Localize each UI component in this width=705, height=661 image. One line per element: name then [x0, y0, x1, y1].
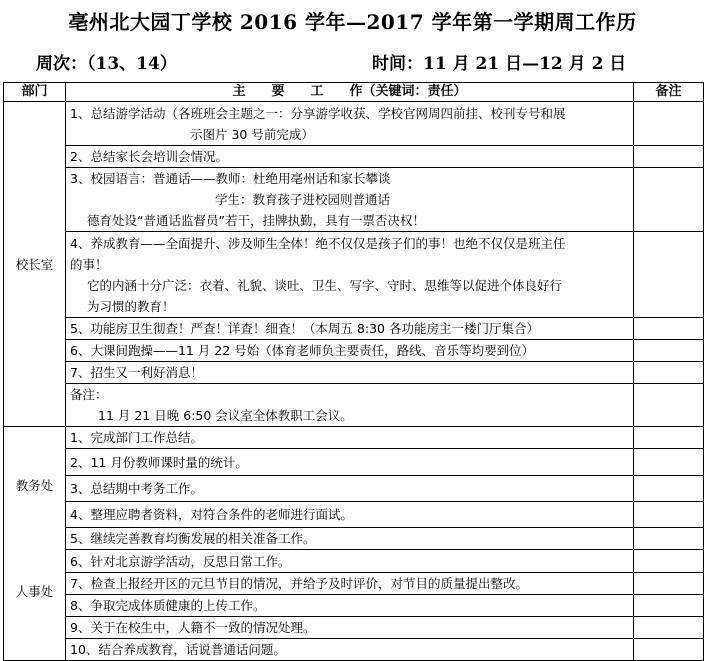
work-item — [66, 102, 634, 146]
remark-cell — [634, 502, 704, 528]
work-item: 2、总结家长会培训会情况。 — [66, 146, 634, 168]
date-range: 时间：11 月 21 日—12 月 2 日 — [372, 54, 627, 74]
table-row — [4, 362, 704, 384]
week-number: 周次：（13、14） — [36, 54, 177, 74]
work-item: 5、继续完善教育均衡发展的相关准备工作。 — [66, 528, 634, 550]
table-row — [4, 168, 704, 232]
line: 备注： — [70, 387, 108, 402]
work-item: 4、整理应聘者资料，对符合条件的老师进行面试。 — [66, 502, 634, 528]
remark-cell — [634, 617, 704, 639]
header-row — [4, 83, 704, 102]
work-item: 10、结合养成教育，话说普通话问题。 — [66, 639, 634, 661]
remark-cell — [634, 595, 704, 617]
dept-principal: 校长室 — [4, 102, 66, 427]
table-row — [4, 502, 704, 528]
remark-cell — [634, 340, 704, 362]
remark-cell — [634, 318, 704, 340]
table-row — [4, 573, 704, 595]
work-item: 1、完成部门工作总结。 — [66, 427, 634, 449]
table-row — [4, 617, 704, 639]
work-calendar-table — [3, 82, 704, 661]
line: 3、校园语言：普通话——教师：杜绝用亳州话和家长攀谈 — [70, 171, 391, 186]
work-item: 8、争取完成体质健康的上传工作。 — [66, 595, 634, 617]
dept-hr: 人事处 — [15, 584, 54, 599]
table-row — [4, 476, 704, 502]
document-title: 亳州北大园丁学校 2016 学年—2017 学年第一学期周工作历 — [68, 10, 637, 34]
line: 的事！ — [70, 256, 108, 272]
table-row — [4, 318, 704, 340]
work-item: 6、大课间跑操——11 月 22 号始（体育老师负主要责任，路线、音乐等均要到位） — [66, 340, 634, 362]
work-item — [66, 232, 634, 318]
line: 它的内涵十分广泛：衣着、礼貌、谈吐、卫生、写字、守时、思维等以促进个体良好行 — [87, 277, 563, 293]
table-row — [4, 449, 704, 476]
remark-cell — [634, 573, 704, 595]
table-row — [4, 550, 704, 573]
work-item: 7、检查上报经开区的元旦节目的情况，并给予及时评价，对节目的质量提出整改。 — [66, 573, 634, 595]
header-remark: 备注 — [634, 83, 704, 102]
header-work: 主 要 工 作（关键词：责任） — [66, 83, 634, 102]
work-item: 2、11 月份教师课时量的统计。 — [66, 449, 634, 476]
remark-cell — [634, 146, 704, 168]
table-row — [4, 427, 704, 449]
table-row — [4, 102, 704, 146]
table-row — [4, 528, 704, 550]
work-item: 9、关于在校生中，人籍不一致的情况处理。 — [66, 617, 634, 639]
header-dept: 部门 — [4, 83, 66, 102]
remark-cell — [634, 476, 704, 502]
table-row — [4, 146, 704, 168]
line: 德育处设“普通话监督员”若干，挂牌执勤，具有一票否决权！ — [87, 213, 425, 228]
remark-cell — [634, 528, 704, 550]
remark-cell — [634, 449, 704, 476]
remark-cell — [634, 550, 704, 573]
line: 学生：教育孩子进校园则普通话 — [215, 192, 391, 207]
remark-cell — [634, 102, 704, 146]
remark-cell — [634, 384, 704, 427]
table-row — [4, 232, 704, 318]
work-item: 3、总结期中考务工作。 — [66, 476, 634, 502]
note-item — [66, 384, 634, 427]
remark-cell — [634, 168, 704, 232]
dept-academic: 教务处 — [15, 478, 54, 493]
line: 11 月 21 日晚 6:50 会议室全体教职工会议。 — [98, 408, 353, 423]
remark-cell — [634, 232, 704, 318]
dept-academic-hr — [4, 427, 66, 661]
table-row — [4, 595, 704, 617]
work-item: 6、针对北京游学活动，反思日常工作。 — [66, 550, 634, 573]
line: 1、总结游学活动（各班班会主题之一：分享游学收获、学校官网周四前挂、校刊专号和展 — [70, 105, 566, 121]
work-item: 5、功能房卫生彻查！严查！详查！细查！（本周五 8:30 各功能房主一楼门厅集合） — [66, 318, 634, 340]
line: 为习惯的教育！ — [87, 298, 175, 314]
table-row — [4, 384, 704, 427]
remark-cell — [634, 427, 704, 449]
table-row — [4, 340, 704, 362]
line: 4、养成教育——全面提升、涉及师生全体！绝不仅仅是孩子们的事！也绝不仅仅是班主任 — [70, 235, 566, 251]
line: 示图片 30 号前完成） — [190, 126, 314, 142]
work-item: 7、招生又一利好消息！ — [66, 362, 634, 384]
remark-cell — [634, 362, 704, 384]
work-item — [66, 168, 634, 232]
